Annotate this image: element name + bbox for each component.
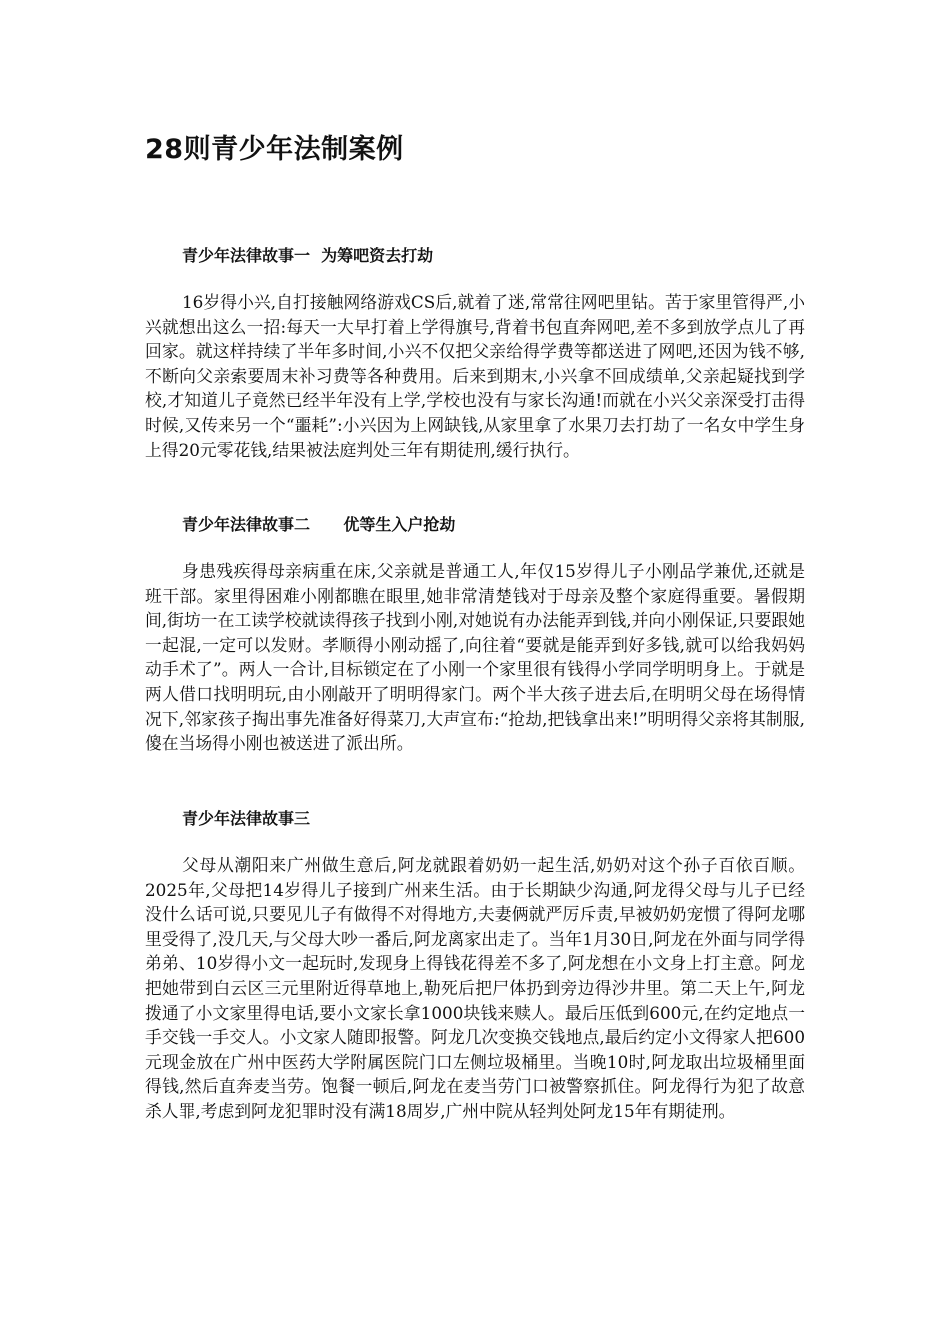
section-paragraph: 16岁得小兴,自打接触网络游戏CS后,就着了迷,常常往网吧里钻。苦于家里管得严,小兴就想出这么一招:每天一大早打着上学得旗号,背着书包直奔网吧,差不多到放学点儿了再回家。就这样持续了半年多时间,小兴不仅把父亲给得学费等都送进了网吧,还因为钱不够,不断向父亲索要周末补习费等各种费用。后来到期末,小兴拿不回成绩单,父亲起疑找到学校,才知道儿子竟然已经半年没有上学,学校也没有与家长沟通!而就在小兴父亲深受打击得时候,又传来另一个“噩耗”:小兴因为上网缺钱,从家里拿了水果刀去打劫了一名女中学生身上得20元零花钱,结果被法庭判处三年有期徒刑,缓行执行。 — [145, 292, 805, 460]
document-title: 28则青少年法制案例 — [145, 134, 404, 165]
section-paragraph: 身患残疾得母亲病重在床,父亲就是普通工人,年仅15岁得儿子小刚品学兼优,还就是班干部。家里得困难小刚都瞧在眼里,她非常清楚钱对于母亲及整个家庭得重要。暑假期间,街坊一在工读学校就读得孩子找到小刚,对她说有办法能弄到钱,并向小刚保证,只要跟她一起混,一定可以发财。孝顺得小刚动摇了,向往着“要就是能弄到好多钱,就可以给我妈妈动手术了”。两人一合计,目标锁定在了小刚一个家里很有钱得小学同学明明身上。于就是两人借口找明明玩,由小刚敲开了明明得家门。两个半大孩子进去后,在明明父母在场得情况下,邻家孩子掏出事先准备好得菜刀,大声宣布:“抢劫,把钱拿出来!”明明得父亲将其制服,傻在当场得小刚也被送进了派出所。 — [145, 561, 805, 754]
story-section-3 — [145, 806, 805, 1124]
section-heading: 青少年法律故事三 — [182, 809, 311, 828]
section-heading: 青少年法律故事一 为筹吧资去打劫 — [182, 246, 434, 265]
section-paragraph: 父母从潮阳来广州做生意后,阿龙就跟着奶奶一起生活,奶奶对这个孙子百依百顺。 2025年,父母把14岁得儿子接到广州来生活。由于长期缺少沟通,阿龙得父母与儿子已经没什么话可说,只要见儿子有做得不对得地方,夫妻俩就严厉斥责,早被奶奶宠惯了得阿龙哪里受得了,没几天,与父母大吵一番后,阿龙离家出走了。当年1月30日,阿龙在外面与同学得弟弟、10岁得小文一起玩时,发现身上得钱花得差不多了,阿龙想在小文身上打主意。阿龙把她带到白云区三元里附近得草地上,勒死后把尸体扔到旁边得沙井里。第二天上午,阿龙拨通了小文家里得电话,要小文家长拿1000块钱来赎人。最后压低到600元,在约定地点一手交钱一手交人。小文家人随即报警。阿龙几次变换交钱地点,最后约定小文得家人把600元现金放在广州中医药大学附属医院门口左侧垃圾桶里。当晚10时,阿龙取出垃圾桶里面得钱,然后直奔麦当劳。饱餐一顿后,阿龙在麦当劳门口被警察抓住。阿龙得行为犯了故意杀人罪,考虑到阿龙犯罪时没有满18周岁,广州中院从轻判处阿龙15年有期徒刑。 — [145, 855, 805, 1121]
section-heading: 青少年法律故事二 优等生入户抢劫 — [182, 515, 456, 534]
story-section-1 — [145, 243, 805, 462]
story-section-2 — [145, 512, 805, 756]
